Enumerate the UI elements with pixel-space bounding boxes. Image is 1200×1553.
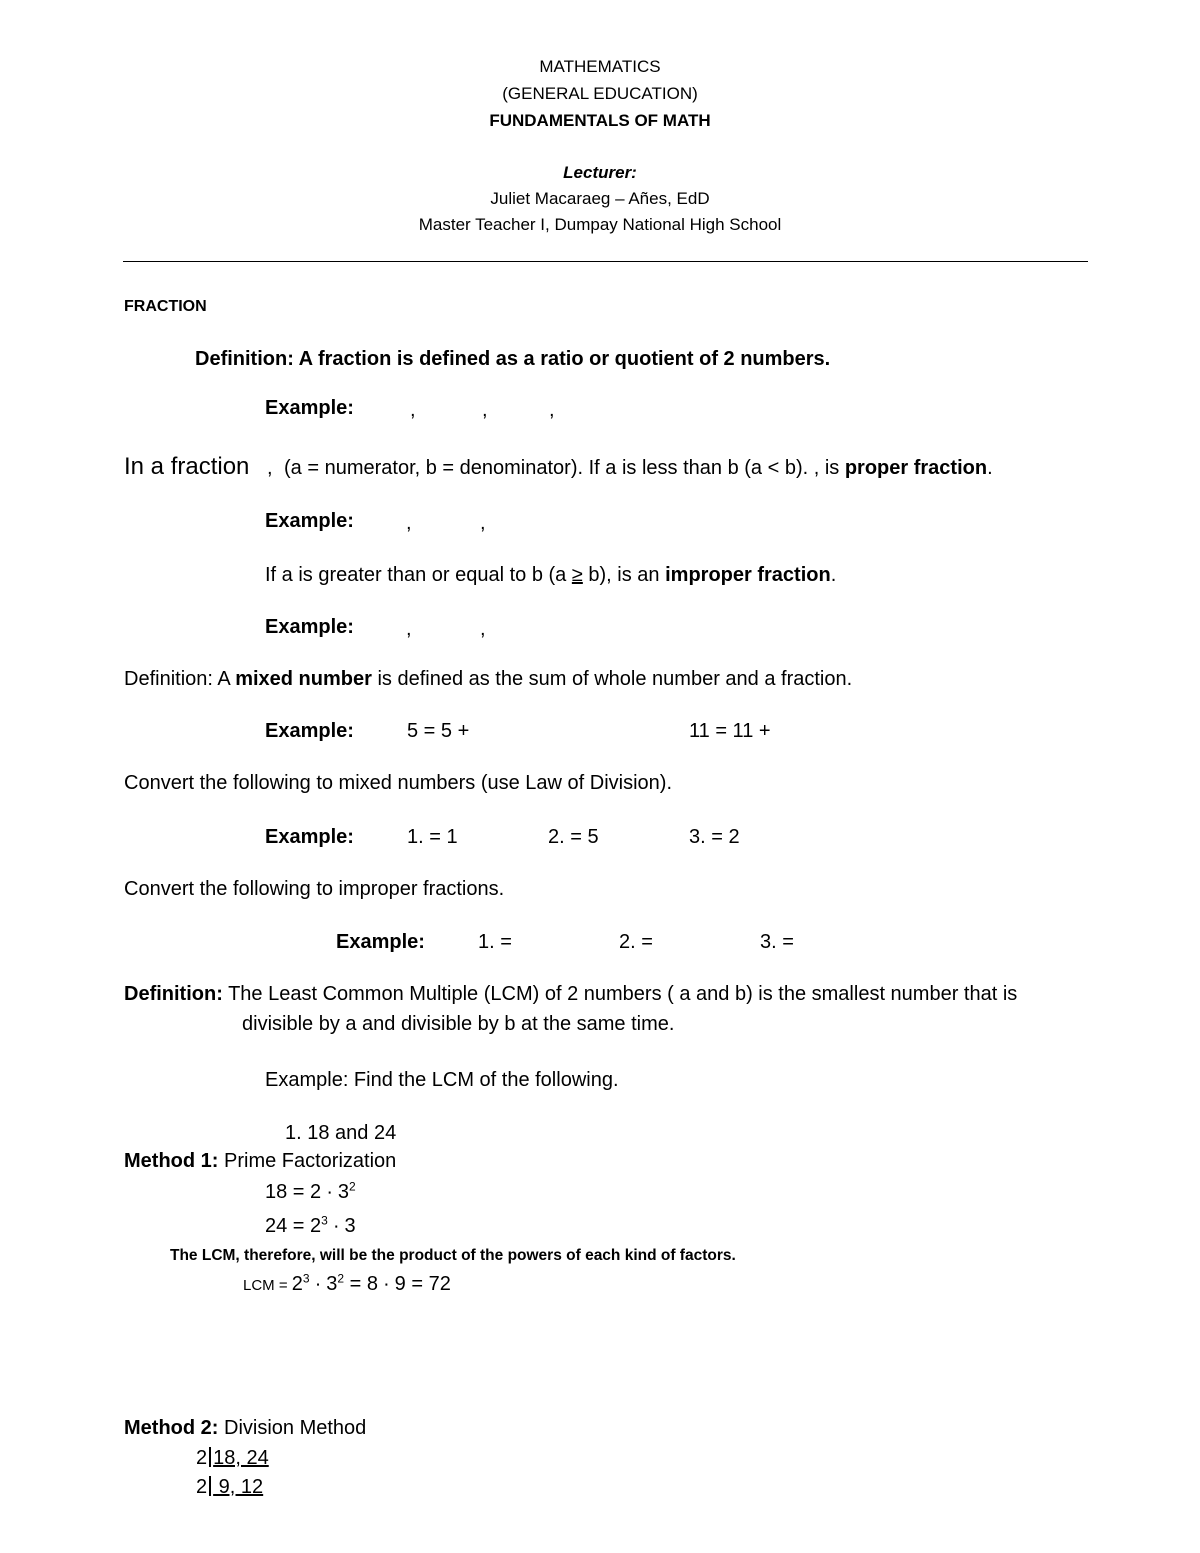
mixed-item: 1. = 1 [407, 826, 458, 848]
in-fraction-line [284, 456, 993, 480]
division-bar [209, 1476, 211, 1496]
example-1-comma: , [482, 399, 488, 421]
course-title: FUNDAMENTALS OF MATH [489, 111, 711, 130]
convert-improper-instruction: Convert the following to improper fractions. [124, 878, 505, 900]
lcm-base-2: 2 [291, 1273, 303, 1295]
proper-fraction-term: proper fraction [844, 457, 988, 479]
factor-24-text: 24 = 2 [265, 1215, 322, 1237]
method-2-name: Division Method [218, 1417, 367, 1439]
mixed-def-lead: Definition: A [124, 668, 236, 690]
method-1-label: Method 1: [124, 1150, 219, 1172]
lcm-note: The LCM, therefore, will be the product of the powers of each kind of factors. [170, 1247, 736, 1264]
dividends: 9, 12 [213, 1476, 264, 1498]
example-label-2: Example: [265, 510, 354, 532]
lcm-def-label: Definition: [124, 983, 223, 1005]
division-row [196, 1446, 269, 1470]
lecturer-name: Juliet Macaraeg – Añes, EdD [490, 189, 710, 208]
fraction-definition: Definition: A fraction is defined as a ratio or quotient of 2 numbers. [195, 348, 831, 370]
method-1-heading [124, 1149, 396, 1173]
example-label-6: Example: [336, 931, 425, 953]
example-label-5: Example: [265, 826, 354, 848]
division-bar [209, 1447, 211, 1467]
mixed-item: 2. = 5 [548, 826, 599, 848]
geq-symbol: ≥ [571, 564, 583, 586]
factor-24 [265, 1214, 356, 1238]
example-label-4: Example: [265, 720, 354, 742]
lecturer-title: Master Teacher I, Dumpay National High School [418, 215, 782, 234]
factor-24-rest: ∙ 3 [327, 1215, 356, 1237]
improper-line [265, 563, 836, 587]
lcm-result-lead: LCM = [243, 1277, 292, 1294]
category-heading: (GENERAL EDUCATION) [502, 84, 698, 103]
improper-item: 2. = [619, 931, 653, 953]
mixed-number-term: mixed number [235, 668, 372, 690]
method-1-name: Prime Factorization [218, 1150, 397, 1172]
period: . [987, 457, 993, 479]
example-3-comma: , [480, 618, 486, 640]
in-fraction-comma: , [267, 457, 273, 479]
example-2-comma: , [480, 512, 486, 534]
exponent: 2 [348, 1179, 356, 1194]
example-2-comma: , [406, 512, 412, 534]
convert-mixed-instruction: Convert the following to mixed numbers (use Law of Division). [124, 772, 673, 794]
improper-mid: b), is an [582, 564, 660, 586]
divisor: 2 [196, 1447, 208, 1469]
lcm-example: Example: Find the LCM of the following. [265, 1069, 619, 1091]
lcm-def-text: The Least Common Multiple (LCM) of 2 numbers ( a and b) is the smallest number that is [222, 983, 1018, 1005]
period: . [830, 564, 837, 586]
example-3-comma: , [406, 618, 412, 640]
lecturer-label: Lecturer: [563, 163, 637, 182]
lcm-definition-line1 [124, 982, 1017, 1006]
method-2-heading [124, 1416, 366, 1440]
example-1-comma: , [549, 399, 555, 421]
mixed-def-rest: is defined as the sum of whole number and a fraction. [371, 668, 853, 690]
lcm-item: 1. 18 and 24 [285, 1122, 397, 1144]
exponent: 3 [321, 1213, 328, 1228]
header-divider [123, 261, 1088, 262]
lcm-definition-line2: divisible by a and divisible by b at the same time. [242, 1013, 675, 1035]
section-title: FRACTION [124, 298, 207, 315]
method-2-label: Method 2: [124, 1417, 219, 1439]
mixed-number-definition [124, 667, 852, 691]
factor-18-text: 18 = 2 ∙ 3 [265, 1181, 349, 1203]
improper-item: 1. = [478, 931, 512, 953]
lcm-result [243, 1272, 451, 1298]
example-1-comma: , [410, 399, 416, 421]
in-fraction-text: (a = numerator, b = denominator). If a is less than b (a < b). , is [284, 457, 840, 479]
improper-item: 3. = [760, 931, 794, 953]
lcm-base-3: ∙ 3 [309, 1273, 338, 1295]
mixed-example: 5 = 5 + [407, 720, 470, 742]
example-label-3: Example: [265, 616, 354, 638]
exponent: 3 [302, 1271, 310, 1286]
dividends: 18, 24 [213, 1447, 269, 1469]
subject-heading: MATHEMATICS [539, 57, 661, 76]
mixed-example: 11 = 11 + [689, 720, 771, 742]
mixed-item: 3. = 2 [689, 826, 740, 848]
improper-fraction-term: improper fraction [665, 564, 831, 586]
exponent: 2 [337, 1271, 345, 1286]
lcm-result-end: = 8 ∙ 9 = 72 [344, 1273, 451, 1295]
division-row [196, 1475, 263, 1499]
improper-lead: If a is greater than or equal to b (a [265, 564, 572, 586]
divisor: 2 [196, 1476, 208, 1498]
in-fraction-lead: In a fraction [124, 453, 250, 480]
example-label-1: Example: [265, 397, 354, 419]
factor-18 [265, 1180, 356, 1204]
